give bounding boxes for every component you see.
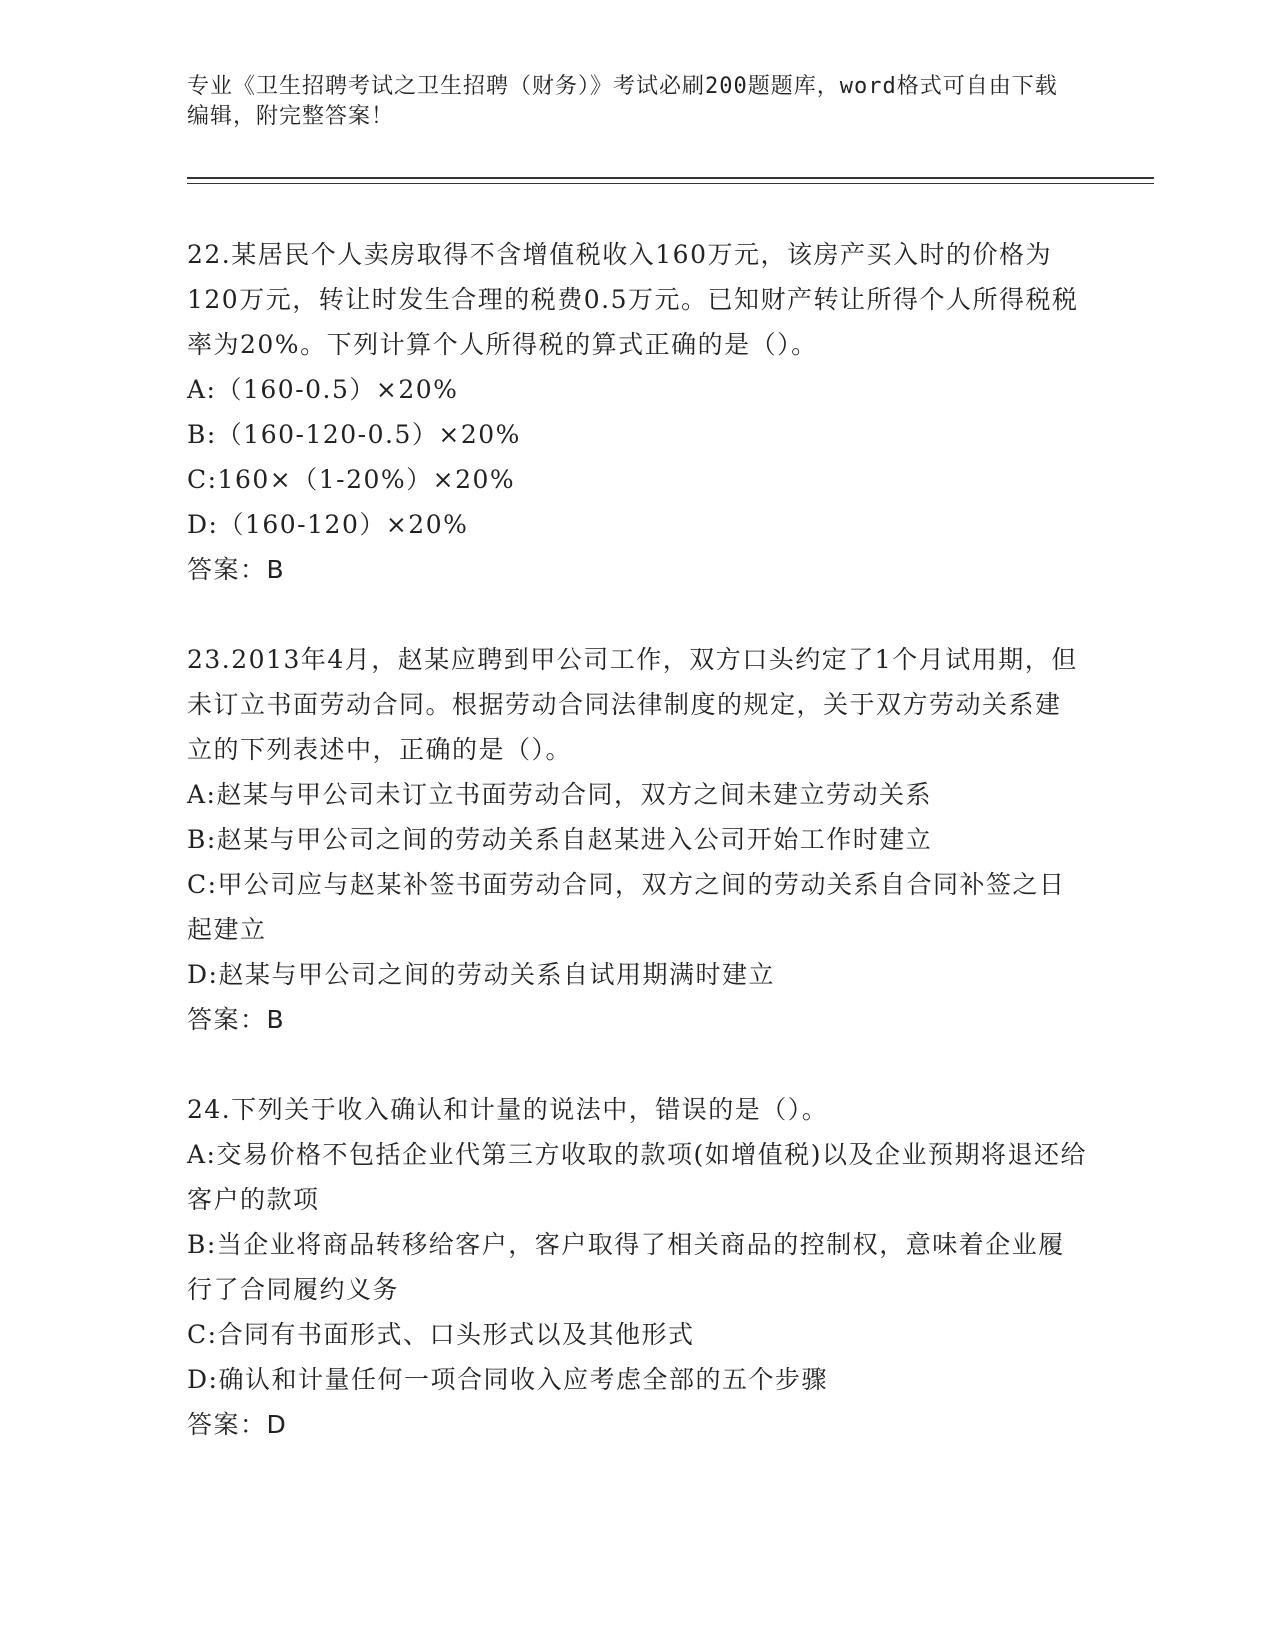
question-24 — [187, 1087, 1087, 1447]
question-23 — [187, 637, 1087, 1042]
option-c: C:甲公司应与赵某补签书面劳动合同，双方之间的劳动关系自合同补签之日起建立 — [187, 870, 1066, 944]
question-list — [187, 232, 1087, 1492]
question-stem: 22.某居民个人卖房取得不含增值税收入160万元，该房产买入时的价格为120万元，转让时发生合理的税费0.5万元。已知财产转让所得个人所得税税率为20%。下列计算个人所得税的算式正确的是（）。 — [187, 240, 1079, 359]
question-stem: 23.2013年4月，赵某应聘到甲公司工作，双方口头约定了1个月试用期，但未订立书面劳动合同。根据劳动合同法律制度的规定，关于双方劳动关系建立的下列表述中，正确的是（）。 — [187, 645, 1078, 764]
header-divider-thin — [187, 183, 1154, 184]
question-stem: 24.下列关于收入确认和计量的说法中，错误的是（）。 — [187, 1095, 829, 1124]
option-d: D:赵某与甲公司之间的劳动关系自试用期满时建立 — [187, 960, 775, 989]
option-b: B:（160-120-0.5）×20% — [187, 420, 521, 449]
option-c: C:160×（1-20%）×20% — [187, 465, 516, 494]
option-c: C:合同有书面形式、口头形式以及其他形式 — [187, 1320, 695, 1349]
answer-line: 答案：D — [187, 1410, 288, 1439]
option-a: A:赵某与甲公司未订立书面劳动合同，双方之间未建立劳动关系 — [187, 780, 932, 809]
option-a: A:交易价格不包括企业代第三方收取的款项(如增值税)以及企业预期将退还给客户的款项 — [187, 1140, 1087, 1214]
option-d: D:（160-120）×20% — [187, 510, 469, 539]
option-a: A:（160-0.5）×20% — [187, 375, 459, 404]
option-d: D:确认和计量任何一项合同收入应考虑全部的五个步骤 — [187, 1365, 828, 1394]
answer-line: 答案：B — [187, 555, 286, 584]
option-b: B:当企业将商品转移给客户，客户取得了相关商品的控制权，意味着企业履行了合同履约义务 — [187, 1230, 1065, 1304]
header-divider — [187, 177, 1154, 179]
document-header: 专业《卫生招聘考试之卫生招聘（财务）》考试必刷200题题库，word格式可自由下载编辑，附完整答案！ — [187, 74, 1058, 129]
answer-line: 答案：B — [187, 1005, 286, 1034]
question-22 — [187, 232, 1087, 592]
option-b: B:赵某与甲公司之间的劳动关系自赵某进入公司开始工作时建立 — [187, 825, 933, 854]
